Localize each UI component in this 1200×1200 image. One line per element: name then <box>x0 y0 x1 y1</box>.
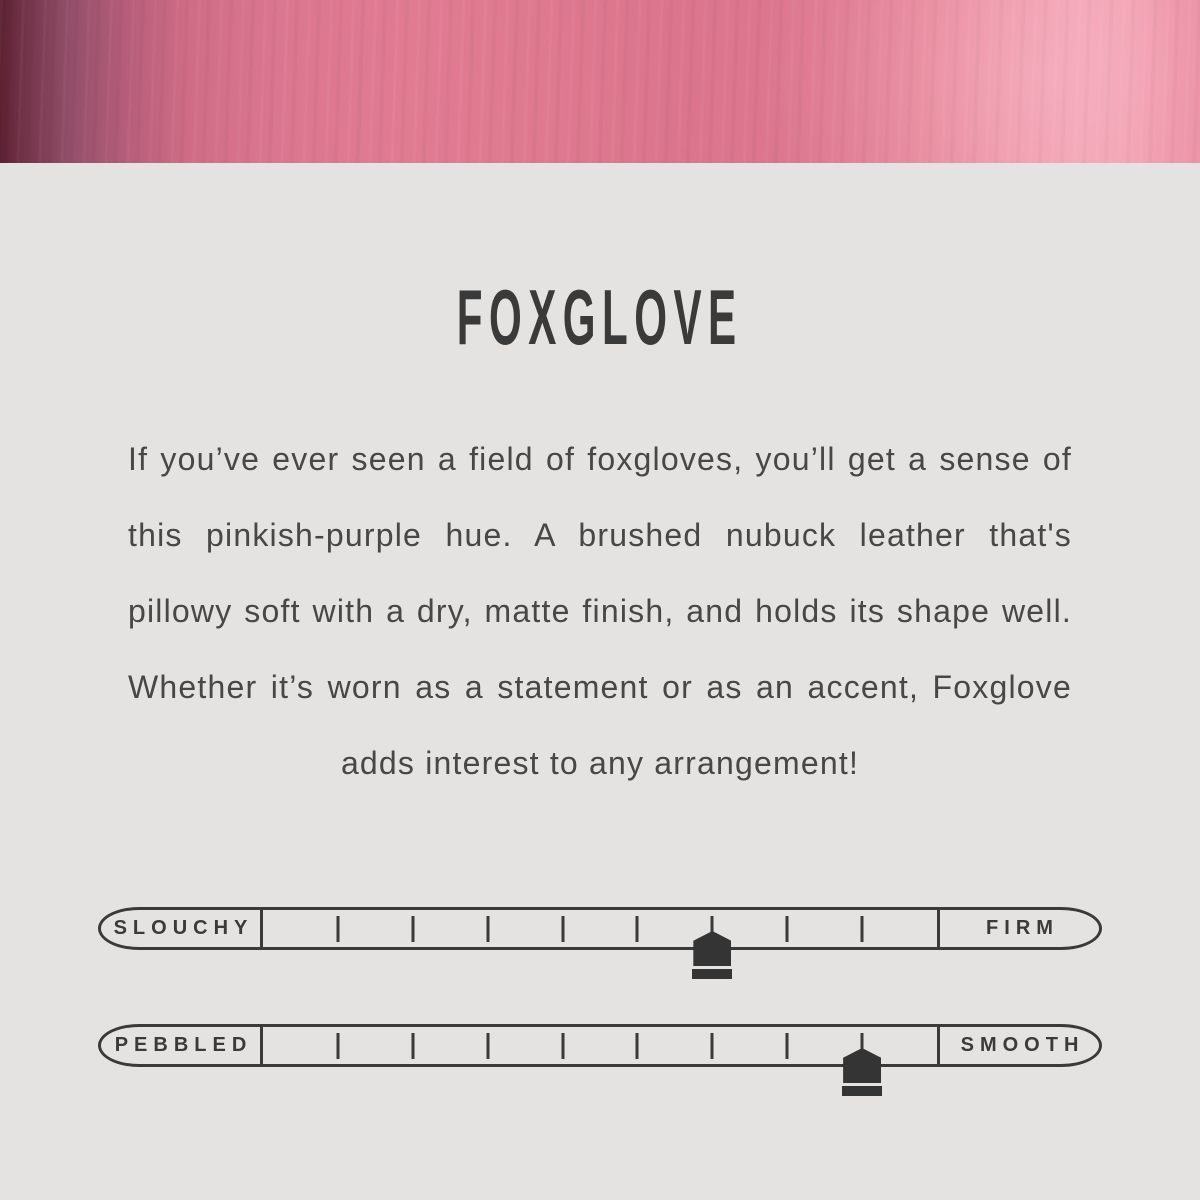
scale-tick <box>636 1033 639 1059</box>
scale-label-smooth: SMOOTH <box>937 1027 1099 1064</box>
scale-tick <box>786 916 789 942</box>
scale-track <box>263 1027 937 1064</box>
scale-label-pebbled: PEBBLED <box>101 1027 263 1064</box>
color-name-text: FOXGLOVE <box>457 273 743 361</box>
scale-tick <box>336 916 339 942</box>
scale-marker-base <box>842 1086 882 1096</box>
scale-tick <box>336 1033 339 1059</box>
scale-marker <box>842 1048 882 1096</box>
scale-tick <box>561 1033 564 1059</box>
description-line: adds interest to any arrangement! <box>340 745 860 781</box>
scale-marker-base <box>692 969 732 979</box>
description-line: this pinkish-purple hue. A brushed nubuck leather that's <box>128 517 1072 553</box>
description-line: pillowy soft with a dry, matte finish, and holds its shape well. <box>128 593 1072 629</box>
scale-track <box>263 910 937 947</box>
scale-marker-pointer-icon <box>693 931 731 966</box>
scale-tick <box>411 1033 414 1059</box>
scale-marker-pointer-icon <box>843 1048 881 1083</box>
color-name-title <box>0 273 1200 361</box>
scale-tick <box>411 916 414 942</box>
scale-tick <box>561 916 564 942</box>
scale-tick <box>711 1033 714 1059</box>
scale-tick <box>786 1033 789 1059</box>
description-paragraph <box>128 421 1072 801</box>
scale-tick <box>636 916 639 942</box>
leather-swatch-image <box>0 0 1200 163</box>
description-line: Whether it’s worn as a statement or as an accent, Foxglove <box>128 669 1072 705</box>
slouchy-firm-scale <box>98 907 1102 950</box>
scale-tick <box>486 1033 489 1059</box>
scale-label-slouchy: SLOUCHY <box>101 910 263 947</box>
scale-label-firm: FIRM <box>937 910 1099 947</box>
scale-marker <box>692 931 732 979</box>
description-line: If you’ve ever seen a field of foxgloves, you’ll get a sense of <box>128 441 1072 477</box>
pebbled-smooth-scale <box>98 1024 1102 1067</box>
scale-tick <box>486 916 489 942</box>
scale-tick <box>861 916 864 942</box>
